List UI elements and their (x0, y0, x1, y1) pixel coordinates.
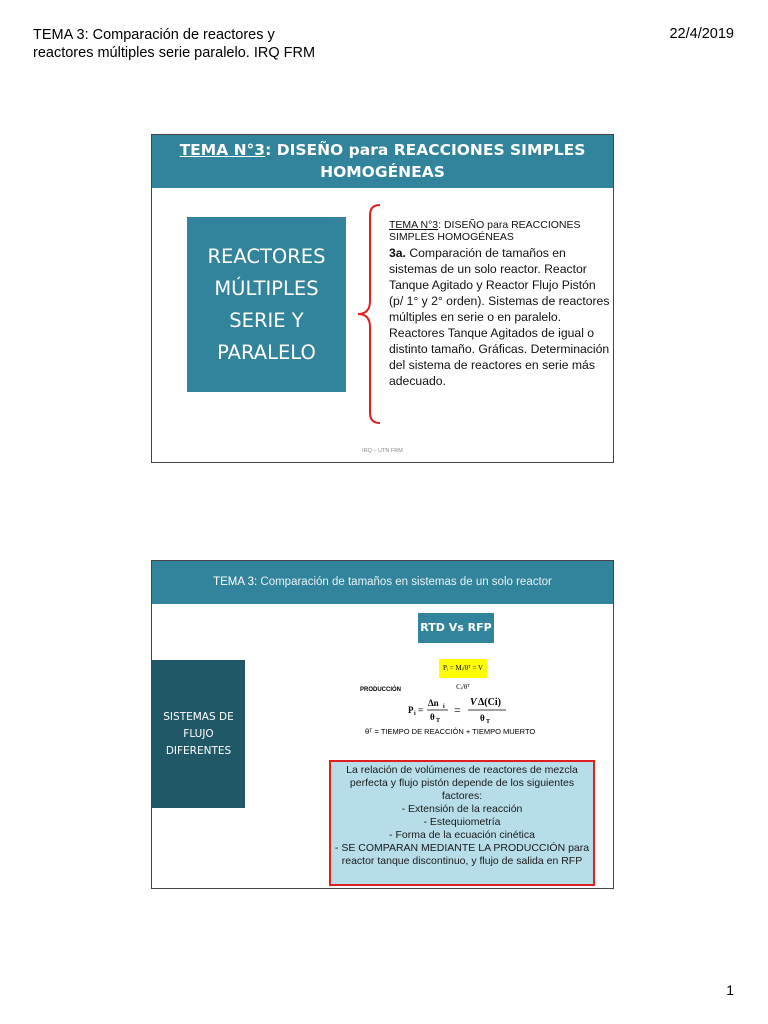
page-number: 1 (726, 982, 734, 998)
sistemas-box-line: FLUJO (183, 727, 214, 740)
slide-1-subtitle (389, 219, 611, 243)
slide-1-description (389, 219, 611, 389)
svg-text:θ: θ (480, 713, 485, 723)
svg-text:Δ(Ci): Δ(Ci) (478, 697, 501, 708)
rtd-vs-rfp-label: RTD Vs RFP (418, 613, 494, 643)
factor-item: - Extensión de la reacción (401, 803, 523, 815)
highlighted-formula: Pᵢ = Mᵢ/θᵀ = V Cᵢ/θᵀ (439, 659, 487, 678)
produccion-label: PRODUCCIÓN (360, 687, 402, 693)
production-formula (406, 693, 556, 725)
svg-text:V: V (470, 697, 477, 708)
slide-1-title-rest: : DISEÑO para REACCIONES SIMPLES HOMOGÉNEAS (265, 141, 586, 181)
reactores-box (187, 217, 346, 392)
slide-1-title (152, 135, 613, 188)
svg-text:Δn: Δn (428, 698, 439, 708)
reactores-box-line: PARALELO (217, 340, 316, 364)
item-text: Comparación de tamaños en sistemas de un solo reactor. Reactor Tanque Agitado y Reactor Flujo Pistón (p/ 1° y 2° orden). Sistemas de reactores múltiples en serie o en paralelo. Reactores Tanque Agitados de igual o distinto tamaño. Gráficas. Determinación del sistema de reactores en serie más adecuado. (389, 246, 610, 388)
document-date: 22/4/2019 (669, 26, 734, 42)
sistemas-box-line: SISTEMAS DE (163, 710, 234, 723)
slide-1-title-prefix: TEMA N°3 (179, 141, 266, 159)
sistemas-box (152, 660, 245, 808)
slide-1-subtitle-prefix: TEMA N°3 (389, 219, 439, 231)
svg-text:T: T (436, 718, 441, 724)
slide-1-footer: IRQ – UTN FRM (362, 448, 403, 454)
svg-text:T: T (486, 719, 491, 725)
sistemas-box-line: DIFERENTES (165, 744, 232, 757)
slide-2 (151, 560, 614, 889)
svg-text:θ: θ (430, 712, 435, 722)
factor-item: - Forma de la ecuación cinética (389, 829, 535, 841)
document-title: TEMA 3: Comparación de reactores y reactores múltiples serie paralelo. IRQ FRM (33, 27, 316, 61)
slide-1-item (389, 245, 611, 389)
factor-item: - SE COMPARAN MEDIANTE LA PRODUCCIÓN para reactor tanque discontinuo, y flujo de salida en RFP (334, 842, 590, 867)
reactores-box-line: MÚLTIPLES (214, 276, 319, 300)
svg-text:=: = (418, 705, 424, 715)
svg-text:i: i (443, 704, 445, 710)
svg-text:P: P (408, 705, 414, 715)
factors-box (329, 760, 595, 886)
slide-2-title-rest: Comparación de tamaños en sistemas de un solo reactor (257, 576, 552, 588)
svg-text:i: i (414, 711, 416, 717)
curly-brace-icon (350, 201, 384, 427)
slide-1-subtitle-rest: : DISEÑO para REACCIONES SIMPLES HOMOGÉNEAS (389, 219, 581, 243)
slide-2-title-prefix: TEMA 3: (213, 576, 258, 588)
slide-2-title (152, 561, 613, 604)
svg-text:=: = (454, 703, 461, 717)
item-label: 3a. (389, 246, 406, 260)
factors-intro: La relación de volúmenes de reactores de mezcla perfecta y flujo pistón depende de los siguientes factores: (346, 764, 578, 802)
reactores-box-line: REACTORES (207, 244, 326, 268)
theta-definition: θᵀ = TIEMPO DE REACCIÓN + TIEMPO MUERTO (365, 727, 536, 736)
slide-1 (151, 134, 614, 463)
factor-item: - Estequiometría (423, 816, 501, 828)
reactores-box-line: SERIE Y (229, 308, 304, 332)
